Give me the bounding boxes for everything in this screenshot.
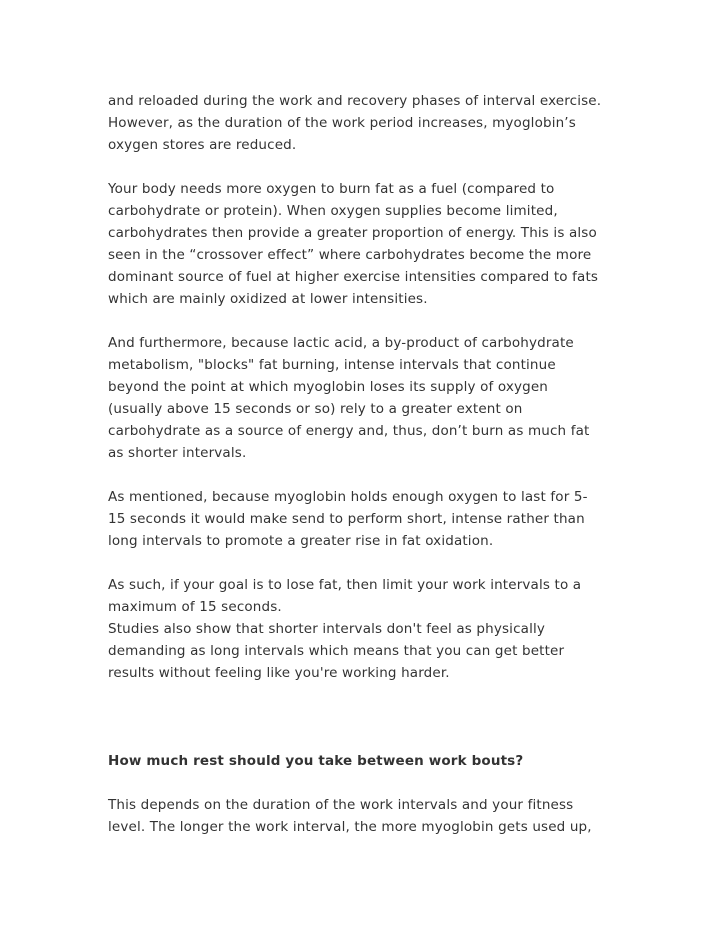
section-heading: How much rest should you take between work bouts?	[108, 753, 524, 769]
text-line: As mentioned, because myoglobin holds enough oxygen to last for 5-	[108, 489, 588, 505]
paragraph-oxygen-fat	[108, 178, 628, 310]
paragraph-myoglobin-reload	[108, 90, 628, 156]
text-line: However, as the duration of the work period increases, myoglobin’s	[108, 115, 576, 131]
text-line: Your body needs more oxygen to burn fat as a fuel (compared to	[108, 181, 555, 197]
text-line: metabolism, "blocks" fat burning, intense intervals that continue	[108, 357, 556, 373]
text-line: carbohydrate or protein). When oxygen supplies become limited,	[108, 203, 558, 219]
paragraph-lactic-acid	[108, 332, 628, 464]
text-line: demanding as long intervals which means that you can get better	[108, 643, 565, 659]
text-line: maximum of 15 seconds.	[108, 599, 282, 615]
text-line: and reloaded during the work and recovery phases of interval exercise.	[108, 93, 602, 109]
text-line: long intervals to promote a greater rise in fat oxidation.	[108, 533, 494, 549]
text-line: As such, if your goal is to lose fat, then limit your work intervals to a	[108, 577, 582, 593]
text-line: dominant source of fuel at higher exercise intensities compared to fats	[108, 269, 599, 285]
text-line: 15 seconds it would make send to perform short, intense rather than	[108, 511, 585, 527]
text-line: And furthermore, because lactic acid, a by-product of carbohydrate	[108, 335, 574, 351]
paragraph-short-intervals	[108, 486, 628, 552]
text-line: oxygen stores are reduced.	[108, 137, 297, 153]
text-line: Studies also show that shorter intervals don't feel as physically	[108, 621, 546, 637]
text-line: beyond the point at which myoglobin loses its supply of oxygen	[108, 379, 548, 395]
text-line: level. The longer the work interval, the more myoglobin gets used up,	[108, 819, 592, 835]
text-line: as shorter intervals.	[108, 445, 247, 461]
paragraph-lose-fat	[108, 574, 628, 684]
paragraph-rest-duration	[108, 794, 628, 838]
text-line: seen in the “crossover effect” where carbohydrates become the more	[108, 247, 592, 263]
spacer	[108, 706, 628, 750]
text-line: carbohydrate as a source of energy and, thus, don’t burn as much fat	[108, 423, 590, 439]
text-line: carbohydrates then provide a greater proportion of energy. This is also	[108, 225, 597, 241]
text-line: (usually above 15 seconds or so) rely to a greater extent on	[108, 401, 523, 417]
document-page	[108, 90, 628, 860]
text-line: This depends on the duration of the work intervals and your fitness	[108, 797, 574, 813]
text-line: results without feeling like you're working harder.	[108, 665, 450, 681]
text-line: which are mainly oxidized at lower intensities.	[108, 291, 428, 307]
